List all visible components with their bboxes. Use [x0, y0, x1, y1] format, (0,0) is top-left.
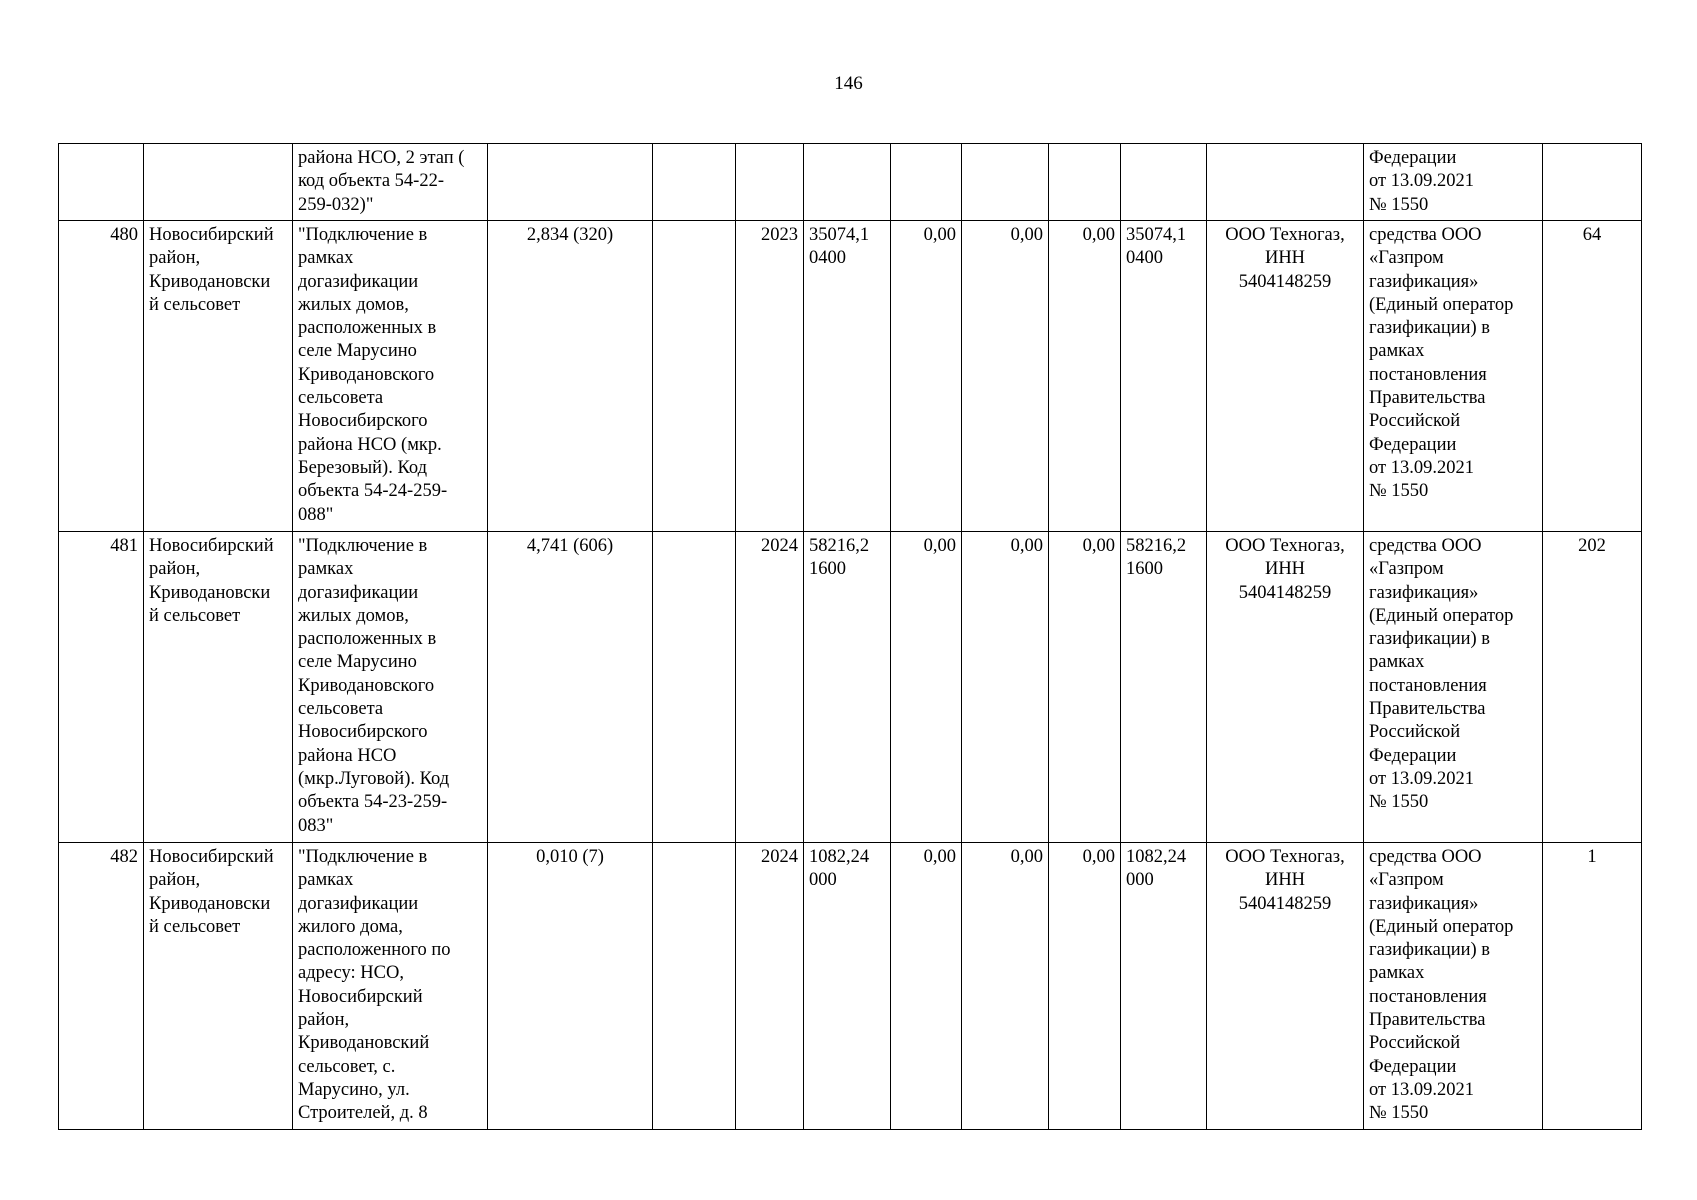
cell-year: 2023: [736, 221, 804, 532]
cell-year: 2024: [736, 843, 804, 1130]
cell-year: [736, 144, 804, 221]
page-number: 146: [834, 73, 863, 94]
cell-funding: средства ООО «Газпром газификация» (Единый оператор газификации) в рамках постановления Правительства Российской Федерации от 13.09.2021 № 1550: [1364, 532, 1543, 843]
cell-col5: [653, 221, 736, 532]
cell-executor: [1207, 144, 1364, 221]
cell-col5: [653, 144, 736, 221]
gasification-table: [58, 143, 1642, 1130]
cell-c3: 0,00: [1049, 843, 1121, 1130]
cell-total: 35074,1 0400: [804, 221, 891, 532]
cell-c3: 0,00: [1049, 532, 1121, 843]
cell-count: 202: [1543, 532, 1642, 843]
cell-other: 35074,1 0400: [1121, 221, 1207, 532]
cell-c2: 0,00: [962, 532, 1049, 843]
cell-count: 1: [1543, 843, 1642, 1130]
cell-c1: 0,00: [891, 532, 962, 843]
cell-col5: [653, 843, 736, 1130]
cell-c3: 0,00: [1049, 221, 1121, 532]
cell-object-name: района НСО, 2 этап ( код объекта 54-22- 259-032)": [293, 144, 488, 221]
table-row-continuation: [59, 144, 1642, 221]
table-row: [59, 843, 1642, 1130]
cell-num: 480: [59, 221, 144, 532]
cell-total: [804, 144, 891, 221]
cell-executor: ООО Техногаз, ИНН 5404148259: [1207, 532, 1364, 843]
cell-other: 1082,24 000: [1121, 843, 1207, 1130]
cell-funding: Федерации от 13.09.2021 № 1550: [1364, 144, 1543, 221]
cell-length: [488, 144, 653, 221]
table-row: [59, 221, 1642, 532]
cell-length: 0,010 (7): [488, 843, 653, 1130]
cell-municipality: Новосибирский район, Криводановски й сельсовет: [144, 532, 293, 843]
cell-c2: [962, 144, 1049, 221]
cell-length: 4,741 (606): [488, 532, 653, 843]
cell-funding: средства ООО «Газпром газификация» (Единый оператор газификации) в рамках постановления Правительства Российской Федерации от 13.09.2021 № 1550: [1364, 843, 1543, 1130]
cell-municipality: [144, 144, 293, 221]
cell-num: 482: [59, 843, 144, 1130]
cell-col5: [653, 532, 736, 843]
cell-c2: 0,00: [962, 221, 1049, 532]
cell-c3: [1049, 144, 1121, 221]
cell-other: 58216,2 1600: [1121, 532, 1207, 843]
cell-num: 481: [59, 532, 144, 843]
cell-c1: [891, 144, 962, 221]
cell-municipality: Новосибирский район, Криводановски й сельсовет: [144, 221, 293, 532]
cell-object-name: "Подключение в рамках догазификации жилых домов, расположенных в селе Марусино Криводановского сельсовета Новосибирского района НСО (мкр.Луговой). Код объекта 54-23-259- 083": [293, 532, 488, 843]
cell-other: [1121, 144, 1207, 221]
cell-num: [59, 144, 144, 221]
cell-executor: ООО Техногаз, ИНН 5404148259: [1207, 843, 1364, 1130]
table-row: [59, 532, 1642, 843]
cell-c1: 0,00: [891, 221, 962, 532]
cell-funding: средства ООО «Газпром газификация» (Единый оператор газификации) в рамках постановления Правительства Российской Федерации от 13.09.2021 № 1550: [1364, 221, 1543, 532]
cell-executor: ООО Техногаз, ИНН 5404148259: [1207, 221, 1364, 532]
cell-c1: 0,00: [891, 843, 962, 1130]
cell-total: 1082,24 000: [804, 843, 891, 1130]
cell-total: 58216,2 1600: [804, 532, 891, 843]
cell-object-name: "Подключение в рамках догазификации жилого дома, расположенного по адресу: НСО, Новосибирский район, Криводановский сельсовет, с. Марусино, ул. Строителей, д. 8: [293, 843, 488, 1130]
cell-object-name: "Подключение в рамках догазификации жилых домов, расположенных в селе Марусино Криводановского сельсовета Новосибирского района НСО (мкр. Березовый). Код объекта 54-24-259- 088": [293, 221, 488, 532]
cell-count: [1543, 144, 1642, 221]
cell-length: 2,834 (320): [488, 221, 653, 532]
cell-count: 64: [1543, 221, 1642, 532]
cell-year: 2024: [736, 532, 804, 843]
cell-municipality: Новосибирский район, Криводановски й сельсовет: [144, 843, 293, 1130]
cell-c2: 0,00: [962, 843, 1049, 1130]
